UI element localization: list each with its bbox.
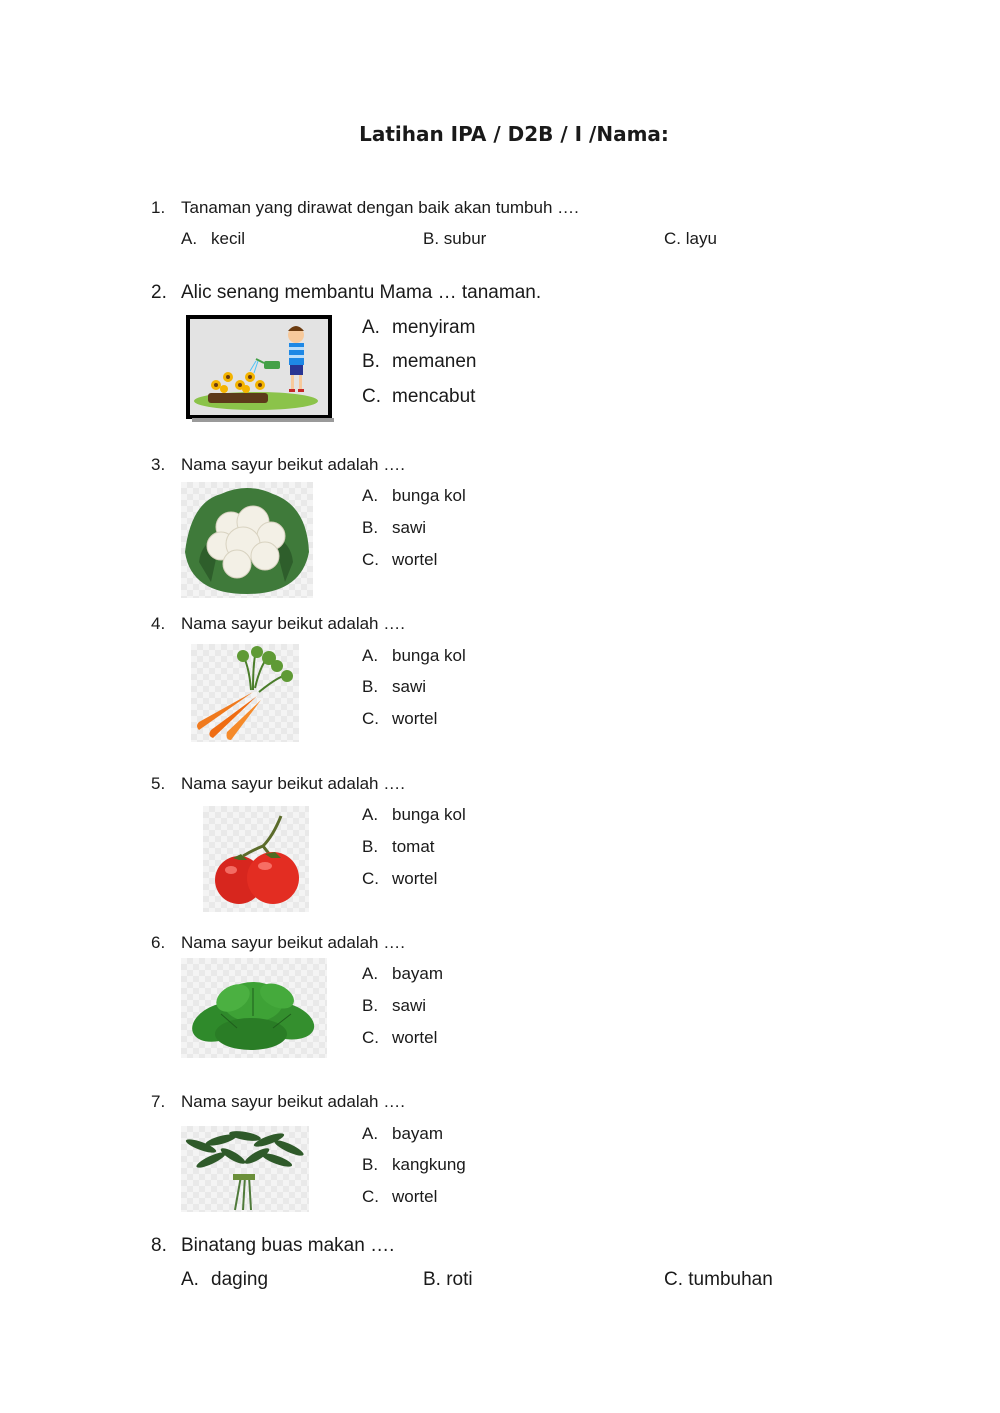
- option-c[interactable]: C. wortel: [362, 869, 438, 888]
- option-a[interactable]: A. menyiram: [362, 317, 476, 338]
- option-b[interactable]: B. kangkung: [362, 1155, 466, 1174]
- option-b[interactable]: B. memanen: [362, 351, 477, 372]
- option-a[interactable]: A. kecil: [181, 229, 246, 248]
- option-b[interactable]: B. subur: [423, 229, 487, 248]
- option-c[interactable]: C. wortel: [362, 550, 438, 569]
- option-c[interactable]: C. tumbuhan: [664, 1269, 773, 1290]
- option-c[interactable]: C. layu: [664, 229, 717, 248]
- question-text: Nama sayur beikut adalah ….: [181, 455, 405, 474]
- option-c[interactable]: C. wortel: [362, 709, 438, 728]
- cauliflower-photo: [181, 482, 313, 598]
- boy-watering-flowers-illustration: [186, 315, 336, 423]
- option-b[interactable]: B. sawi: [362, 996, 427, 1015]
- question-text: Binatang buas makan ….: [181, 1235, 395, 1256]
- option-b[interactable]: B. tomat: [362, 837, 435, 856]
- question-number: 7.: [151, 1092, 166, 1111]
- question-number: 6.: [151, 933, 166, 952]
- option-c[interactable]: C. wortel: [362, 1187, 438, 1206]
- option-a[interactable]: A. bayam: [362, 964, 444, 983]
- option-c[interactable]: C. wortel: [362, 1028, 438, 1047]
- question-number: 4.: [151, 614, 166, 633]
- option-a[interactable]: A. bunga kol: [362, 646, 466, 665]
- tomatoes-photo: [203, 806, 309, 912]
- carrots-photo: [191, 644, 299, 742]
- question-text: Nama sayur beikut adalah ….: [181, 774, 405, 793]
- option-c[interactable]: C. mencabut: [362, 386, 476, 407]
- question-number: 3.: [151, 455, 166, 474]
- question-text: Nama sayur beikut adalah ….: [181, 933, 405, 952]
- spinach-photo: [181, 958, 327, 1058]
- question-text: Nama sayur beikut adalah ….: [181, 614, 405, 633]
- option-b[interactable]: B. sawi: [362, 518, 427, 537]
- option-b[interactable]: B. roti: [423, 1269, 473, 1290]
- option-a[interactable]: A. daging: [181, 1269, 269, 1290]
- option-a[interactable]: A. bayam: [362, 1124, 444, 1143]
- question-text: Tanaman yang dirawat dengan baik akan tumbuh ….: [181, 198, 579, 217]
- question-number: 2.: [151, 282, 167, 303]
- option-b[interactable]: B. sawi: [362, 677, 427, 696]
- question-number: 5.: [151, 774, 166, 793]
- option-a[interactable]: A. bunga kol: [362, 805, 466, 824]
- water-spinach-photo: [181, 1126, 309, 1212]
- question-number: 1.: [151, 198, 166, 217]
- question-text: Alic senang membantu Mama … tanaman.: [181, 282, 542, 303]
- question-text: Nama sayur beikut adalah ….: [181, 1092, 405, 1111]
- question-number: 8.: [151, 1235, 167, 1256]
- worksheet-title: Latihan IPA / D2B / I /Nama:: [359, 122, 669, 146]
- option-a[interactable]: A. bunga kol: [362, 486, 466, 505]
